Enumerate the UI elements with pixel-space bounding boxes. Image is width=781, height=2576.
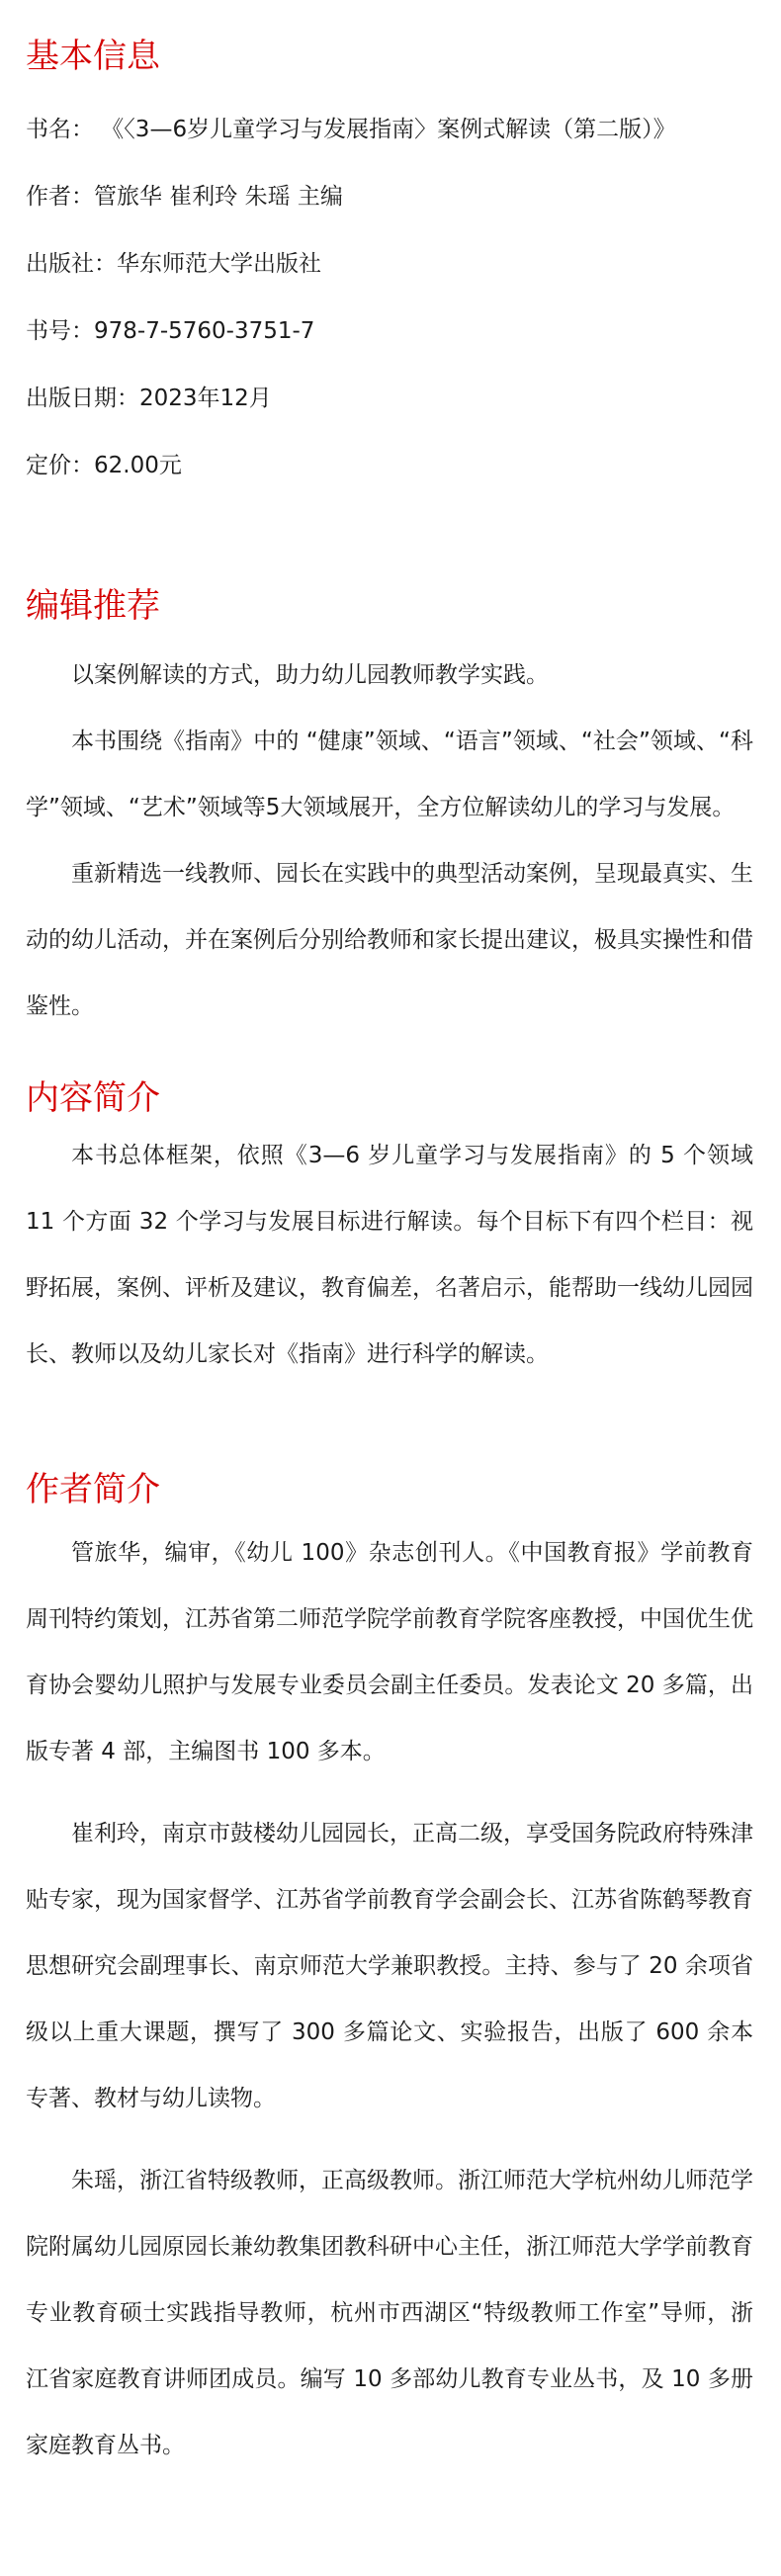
content-intro-heading: 内容简介 (26, 1078, 160, 1118)
editor-recommend-paragraph: 以案例解读的方式，助力幼儿园教师教学实践。 (71, 662, 549, 688)
basic-info-heading: 基本信息 (26, 37, 160, 76)
publisher-line: 出版社：华东师范大学出版社 (26, 251, 321, 277)
book-title-line: 书名： 《〈3—6岁儿童学习与发展指南〉案例式解读（第二版）》 (26, 117, 676, 142)
author-line: 作者：管旅华 崔利玲 朱瑶 主编 (26, 184, 343, 210)
editor-recommend-heading: 编辑推荐 (26, 586, 160, 626)
content-intro-paragraph: 本书总体框架，依照《3—6 岁儿童学习与发展指南》的 5 个领域 11 个方面 32 个学习与发展目标进行解读。每个目标下有四个栏目：视野拓展，案例、评析及建议，教育偏差，名著启示，能帮助一线幼儿园园长、教师以及幼儿家长对《指南》进行科学的解读。 (26, 1143, 753, 1367)
author-bio-paragraph: 管旅华，编审，《幼儿 100》杂志创刊人。《中国教育报》学前教育周刊特约策划，江苏省第二师范学院学前教育学院客座教授，中国优生优育协会婴幼儿照护与发展专业委员会副主任委员。发表论文 20 多篇，出版专著 4 部，主编图书 100 多本。 (26, 1540, 753, 1764)
author-intro-heading: 作者简介 (26, 1470, 160, 1509)
content-intro-body (26, 1123, 753, 1388)
author-intro-body (26, 1520, 753, 2479)
author-bio-paragraph: 朱瑶，浙江省特级教师，正高级教师。浙江师范大学杭州幼儿师范学院附属幼儿园原园长兼幼教集团教科研中心主任，浙江师范大学学前教育专业教育硕士实践指导教师，杭州市西湖区“特级教师工作室”导师，浙江省家庭教育讲师团成员。编写 10 多部幼儿教育专业丛书，及 10 多册家庭教育丛书。 (26, 2168, 753, 2458)
editor-recommend-paragraph: 重新精选一线教师、园长在实践中的典型活动案例，呈现最真实、生动的幼儿活动，并在案例后分别给教师和家长提出建议，极具实操性和借鉴性。 (26, 861, 753, 1019)
price-line: 定价：62.00元 (26, 453, 182, 478)
author-bio-paragraph: 崔利玲，南京市鼓楼幼儿园园长，正高二级，享受国务院政府特殊津贴专家，现为国家督学、江苏省学前教育学会副会长、江苏省陈鹤琴教育思想研究会副理事长、南京师范大学兼职教授。主持、参与了 20 余项省级以上重大课题，撰写了 300 多篇论文、实验报告，出版了 600 余本专著、教材与幼儿读物。 (26, 1821, 753, 2111)
editor-recommend-paragraph: 本书围绕《指南》中的 “健康”领域、“语言”领域、“社会”领域、“科学”领域、“艺术”领域等5大领域展开，全方位解读幼儿的学习与发展。 (26, 729, 753, 820)
publish-date-line: 出版日期：2023年12月 (26, 386, 272, 411)
isbn-line: 书号：978-7-5760-3751-7 (26, 318, 315, 344)
editor-recommend-body (26, 643, 753, 1040)
article (0, 37, 781, 2479)
